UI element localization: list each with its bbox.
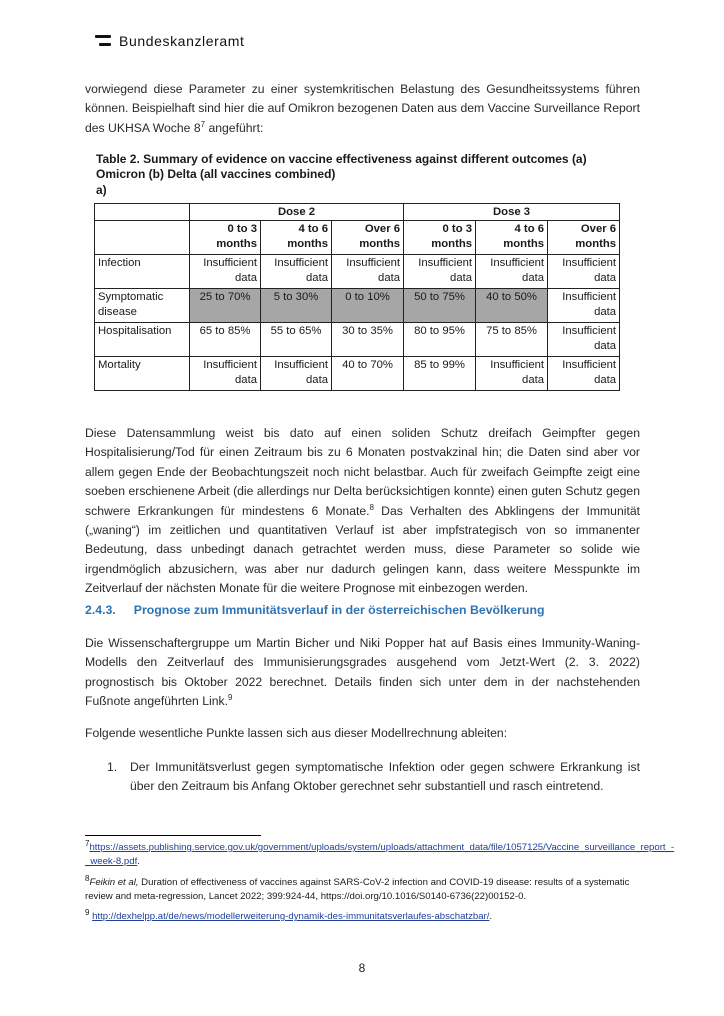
table-cell: 5 to 30% <box>261 289 332 323</box>
empty-header-cell <box>95 204 190 221</box>
table-cell: Insufficient data <box>190 255 261 289</box>
table-period-row <box>95 221 620 255</box>
period-header: Over 6 months <box>332 221 404 255</box>
list-marker: 1. <box>107 760 118 774</box>
section-title: Prognose zum Immunitätsverlauf in der österreichischen Bevölkerung <box>133 603 545 617</box>
period-header: 4 to 6 months <box>476 221 548 255</box>
dose-header: Dose 2 <box>190 204 404 221</box>
body-paragraph: Die Wissenschaftergruppe um Martin Bicher und Niki Popper hat auf Basis eines Immunity-Waning-Modells den Zeitverlauf des Immunisierungsgrades ausgehend vom Jetzt-Wert (2. 3. 2022) prognostisch bis Oktober 2022 berechnet. Details finden sich unter dem in der nachstehenden Fußnote angeführten Link.$^9$ <box>85 636 640 709</box>
period-header: 4 to 6 months <box>261 221 332 255</box>
footnote-9: $^9$ http://dexhelpp.at/de/news/modellerweiterung-dynamik-des-immunitatsverlaufes-abschatzbar/. <box>85 907 493 922</box>
empty-header-cell <box>95 221 190 255</box>
row-label: Mortality <box>95 357 190 391</box>
section-number: 2.4.3. <box>85 603 116 617</box>
table-cell: 0 to 10% <box>332 289 404 323</box>
table-cell: 75 to 85% <box>476 323 548 357</box>
org-name: Bundeskanzleramt <box>119 33 245 49</box>
footnote-link[interactable]: https://assets.publishing.service.gov.uk/government/uploads/system/uploads/attachment_data/file/1057125/Vaccine_surveillance_report_-_week-8.pdf <box>85 842 675 868</box>
table-cell: Insufficient data <box>548 323 620 357</box>
table-row <box>95 323 620 357</box>
table-cell: Insufficient data <box>332 255 404 289</box>
header <box>95 33 245 49</box>
table-cell: 25 to 70% <box>190 289 261 323</box>
section-heading <box>85 603 544 617</box>
period-header: 0 to 3 months <box>190 221 261 255</box>
footnote-divider <box>85 835 261 836</box>
table-dose-row <box>95 204 620 221</box>
table-cell: Insufficient data <box>261 357 332 391</box>
table-cell: Insufficient data <box>404 255 476 289</box>
table-cell: Insufficient data <box>476 255 548 289</box>
table-cell: 50 to 75% <box>404 289 476 323</box>
list-text: Der Immunitätsverlust gegen symptomatische Infektion oder gegen schwere Erkrankung ist über den Zeitraum bis Anfang Oktober gerechnet sehr substantiell und rasch eintretend. <box>130 760 640 794</box>
body-paragraph: Diese Datensammlung weist bis dato auf einen soliden Schutz dreifach Geimpfter gegen Hospitalisierung/Tod für einen Zeitraum bis zu 6 Monaten postvakzinal hin; die Daten sind aber vor allem gegen Ende der Beobachtungszeit noch nicht belastbar. Auch für zweifach Geimpfte zeigt eine soeben erschienene Arbeit (die allerdings nur Delta berücksichtigen konnte) einen guten Schutz gegen schwere Erkrankungen für mindestens 6 Monate.$^8$ Das Verhalten des Abklingens der Immunität („waning“) im zeitlichen und quantitativen Verlauf ist aber impfstrategisch von so immanenter Bedeutung, dass unbedingt danach getrachtet werden muss, diese Parameter so solide wie irgendmöglich abzusichern, was aber nur dadurch gelingen kann, dass weitere Messpunkte im Zeitverlauf der nächsten Monate für die weitere Prognose mit einbezogen werden. <box>85 426 640 596</box>
table-cell: 80 to 95% <box>404 323 476 357</box>
table-cell: 40 to 70% <box>332 357 404 391</box>
period-header: 0 to 3 months <box>404 221 476 255</box>
footnote-link[interactable]: http://dexhelpp.at/de/news/modellerweiterung-dynamik-des-immunitatsverlaufes-abschatzbar/ <box>92 911 490 922</box>
table-cell: 30 to 35% <box>332 323 404 357</box>
table-cell: Insufficient data <box>548 289 620 323</box>
table-sublabel: a) <box>96 183 107 197</box>
intro-paragraph: vorwiegend diese Parameter zu einer systemkritischen Belastung des Gesundheitssystems führen können. Beispielhaft sind hier die auf Omikron bezogenen Daten aus dem Vaccine Surveillance Report des UKHSA Woche $8^7$ angeführt: <box>85 82 640 135</box>
table-cell: Insufficient data <box>548 255 620 289</box>
row-label: Infection <box>95 255 190 289</box>
table-cell: Insufficient data <box>548 357 620 391</box>
logo-icon <box>95 35 111 47</box>
table-row <box>95 357 620 391</box>
table-cell: Insufficient data <box>476 357 548 391</box>
table-row <box>95 255 620 289</box>
row-label: Hospitalisation <box>95 323 190 357</box>
period-header: Over 6 months <box>548 221 620 255</box>
table-cell: 40 to 50% <box>476 289 548 323</box>
body-paragraph: Folgende wesentliche Punkte lassen sich aus dieser Modellrechnung ableiten: <box>85 726 508 740</box>
list-item <box>107 758 640 797</box>
vaccine-effectiveness-table <box>94 203 620 391</box>
dose-header: Dose 3 <box>404 204 620 221</box>
footnote-7: $^7$https://assets.publishing.service.gov.uk/government/uploads/system/uploads/attachment_data/file/1057125/Vaccine_surveillance_report_-_week-8.pdf. <box>85 838 675 868</box>
row-label: Symptomatic disease <box>95 289 190 323</box>
table-cell: Insufficient data <box>261 255 332 289</box>
page-number: 8 <box>358 961 366 975</box>
table-cell: 55 to 65% <box>261 323 332 357</box>
footnote-8: $^8$Feikin et al, Duration of effectiveness of vaccines against SARS-CoV-2 infection and COVID-19 disease: results of a systematic review and meta-regression, Lancet 2022; 399:924-44, https://doi.org/10.1016/S0140-6736(22)00152-0. <box>85 873 630 903</box>
table-cell: Insufficient data <box>190 357 261 391</box>
table-title: Table 2. Summary of evidence on vaccine effectiveness against different outcomes (a) Omicron (b) Delta (all vaccines combined) <box>96 152 587 181</box>
table-cell: 85 to 99% <box>404 357 476 391</box>
table-row <box>95 289 620 323</box>
table-cell: 65 to 85% <box>190 323 261 357</box>
